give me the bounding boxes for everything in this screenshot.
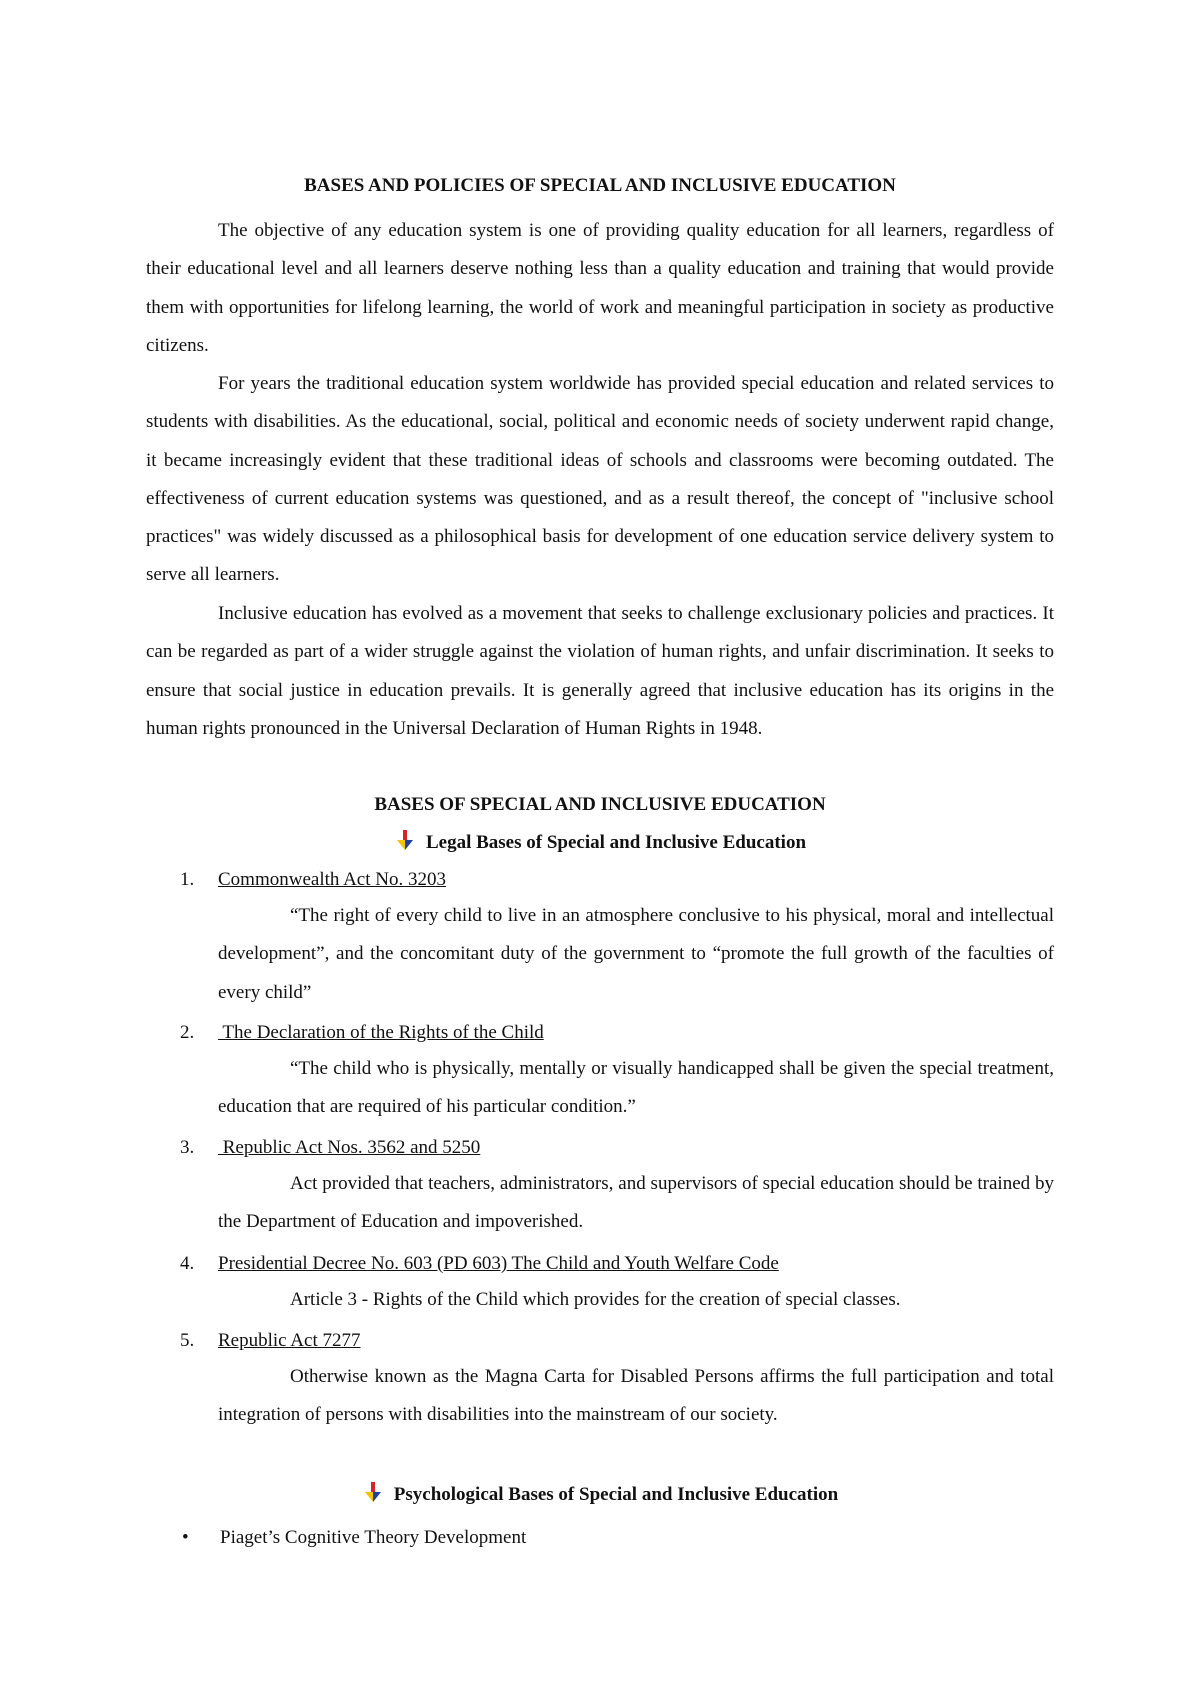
legal-item-5 [180, 1329, 360, 1353]
legal-heading-label: Legal Bases of Special and Inclusive Education [425, 832, 807, 853]
legal-item-desc: Act provided that teachers, administrators, and supervisors of special education should be trained by the Department of Education and impoverished. [218, 1173, 1054, 1233]
page-title: BASES AND POLICIES OF SPECIAL AND INCLUSIVE EDUCATION [304, 175, 896, 196]
legal-bases-heading [146, 829, 1054, 855]
paragraph-1: The objective of any education system is one of providing quality education for all learners, regardless of their educational level and all learners deserve nothing less than a quality education and training that would provide them with opportunities for lifelong learning, the world of work and meaningful participation in society as productive citizens. [146, 220, 1054, 356]
paragraph-3: Inclusive education has evolved as a movement that seeks to challenge exclusionary policies and practices. It can be regarded as part of a wider struggle against the violation of human rights, and unfair discrimination. It seeks to ensure that social justice in education prevails. It is generally agreed that inclusive education has its origins in the human rights pronounced in the Universal Declaration of Human Rights in 1948. [146, 603, 1054, 739]
legal-item-desc: Otherwise known as the Magna Carta for Disabled Persons affirms the full participation and total integration of persons with disabilities into the mainstream of our society. [218, 1366, 1054, 1426]
psych-heading-label: Psychological Bases of Special and Inclusive Education [393, 1484, 839, 1505]
legal-item-title: Presidential Decree No. 603 (PD 603) The Child and Youth Welfare Code [218, 1253, 779, 1274]
psychological-bases-heading [146, 1481, 1054, 1507]
item-number: 2. [180, 1022, 195, 1043]
legal-item-desc: “The child who is physically, mentally or visually handicapped shall be given the special treatment, education that are required of his particular condition.” [218, 1058, 1054, 1118]
psych-item-label: Piaget’s Cognitive Theory Development [220, 1527, 527, 1548]
item-number: 3. [180, 1137, 195, 1158]
item-number: 4. [180, 1253, 195, 1274]
legal-item-title: Commonwealth Act No. 3203 [218, 869, 446, 890]
legal-item-title: Republic Act 7277 [218, 1330, 361, 1351]
legal-item-1 [180, 868, 446, 892]
arrow-bullet-icon [394, 829, 416, 851]
legal-item-title: Republic Act Nos. 3562 and 5250 [218, 1137, 481, 1158]
paragraph-2: For years the traditional education system worldwide has provided special education and related services to students with disabilities. As the educational, social, political and economic needs of society underwent rapid change, it became increasingly evident that these traditional ideas of schools and classrooms were becoming outdated. The effectiveness of current education systems was questioned, and as a result thereof, the concept of "inclusive school practices" was widely discussed as a philosophical basis for development of one education service delivery system to serve all learners. [146, 373, 1054, 586]
item-number: 1. [180, 869, 195, 890]
legal-item-2 [180, 1021, 544, 1045]
legal-item-4 [180, 1252, 779, 1276]
bullet-dot: • [182, 1527, 189, 1548]
legal-item-3 [180, 1136, 480, 1160]
legal-item-desc: “The right of every child to live in an atmosphere conclusive to his physical, moral and intellectual development”, and the concomitant duty of the government to “promote the full growth of the faculties of every child” [218, 905, 1054, 1003]
legal-item-title: The Declaration of the Rights of the Child [218, 1022, 544, 1043]
arrow-bullet-icon [362, 1481, 384, 1503]
item-number: 5. [180, 1330, 195, 1351]
legal-item-desc: Article 3 - Rights of the Child which provides for the creation of special classes. [290, 1289, 901, 1310]
section-title: BASES OF SPECIAL AND INCLUSIVE EDUCATION [374, 794, 826, 815]
psych-list-item [182, 1526, 526, 1550]
